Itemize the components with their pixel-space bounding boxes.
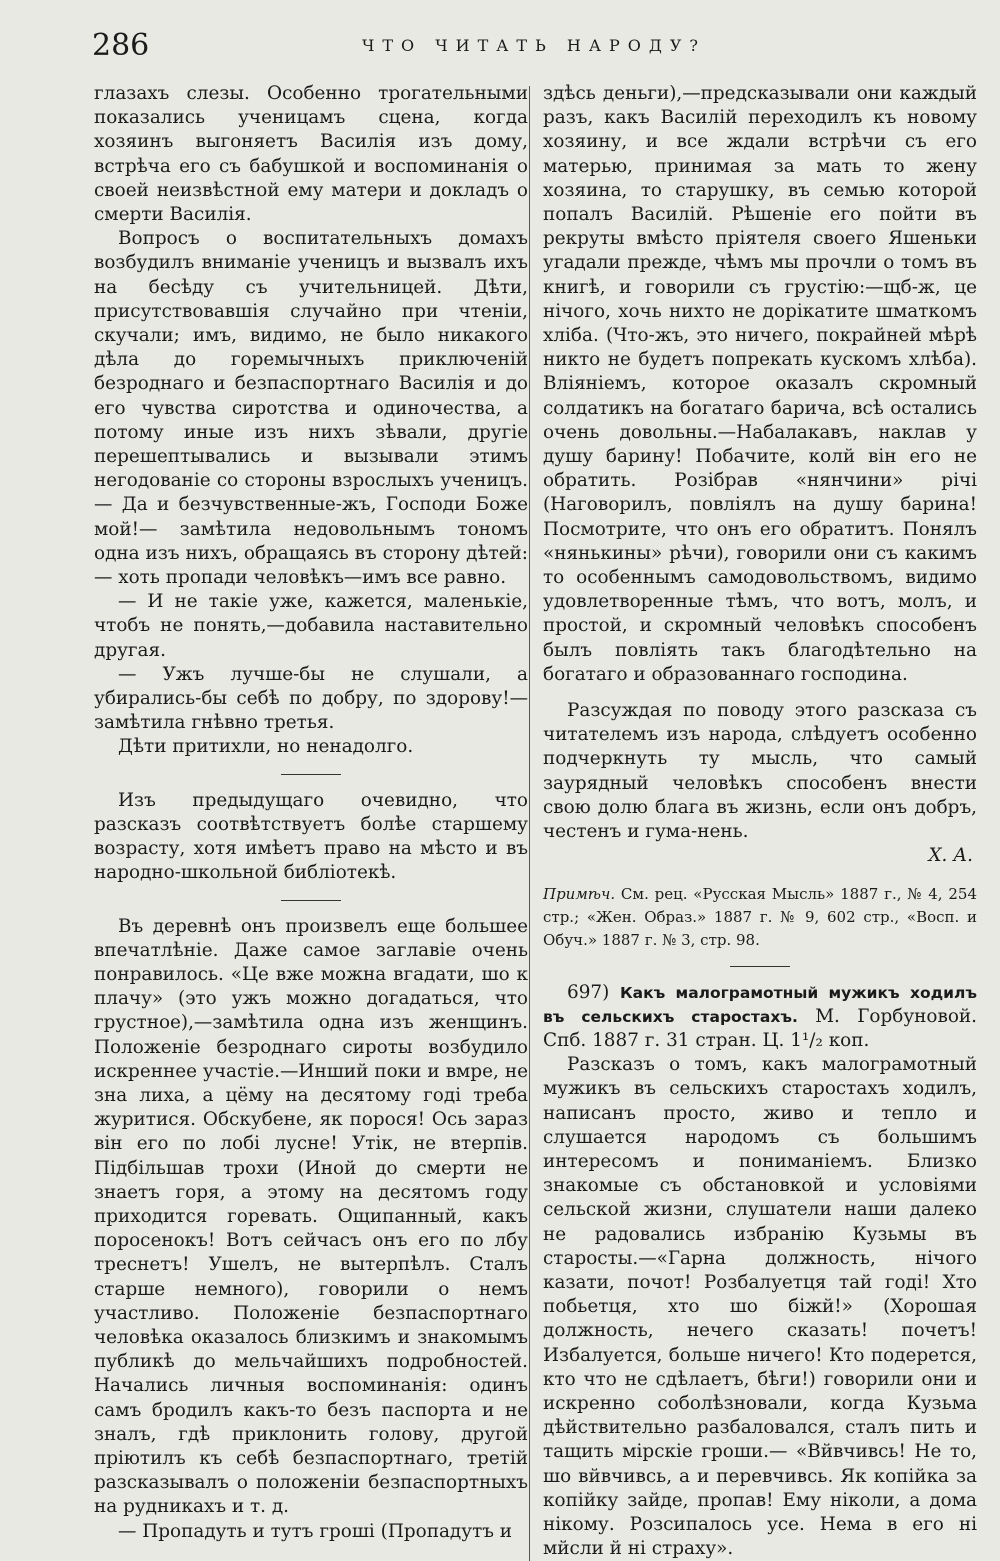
page-number: 286 bbox=[92, 28, 150, 63]
section-divider bbox=[281, 900, 341, 901]
bibliography-entry bbox=[543, 981, 977, 1054]
signature: Х. А. bbox=[928, 845, 973, 867]
entry-biblio: М. Горбуновой. Спб. 1887 г. 31 стран. Ц. 1¹/₂ коп. bbox=[543, 1005, 977, 1051]
footnote bbox=[543, 883, 977, 952]
entry-number: 697) bbox=[567, 981, 610, 1003]
column-divider bbox=[529, 86, 530, 1561]
paragraph: Изъ предыдущаго очевидно, что разсказъ соотвѣтствуетъ болѣе старшему возрасту, хотя имѣетъ право на мѣсто и въ народно-школьной библіотекѣ. bbox=[94, 789, 528, 884]
paragraph: — И не такіе уже, кажется, маленькіе, чтобъ не понять,—добавила наставительно другая. bbox=[94, 591, 528, 661]
section-divider bbox=[281, 774, 341, 775]
running-title: ЧТО ЧИТАТЬ НАРОДУ? bbox=[362, 36, 706, 55]
footnote-text: См. рец. «Русская Мысль» 1887 г., № 4, 254 стр.; «Жен. Образ.» 1887 г. № 9, 602 стр., «Восп. и Обуч.» 1887 г. № 3, стр. 98. bbox=[543, 884, 977, 949]
left-column bbox=[94, 82, 528, 1544]
section-divider bbox=[730, 966, 790, 967]
paragraph: Разсуждая по поводу этого разсказа съ читателемъ изъ народа, слѣдуетъ особенно подчеркнуть ту мысль, что самый заурядный человѣкъ способенъ внести свою долю блага въ жизнь, если онъ добръ, честенъ и гума-нень. bbox=[543, 700, 977, 843]
paragraph: глазахъ слезы. Особенно трогательными показались ученицамъ сцена, когда хозяинъ выгоняетъ Василія изъ дому, встрѣча его съ бабушкой и воспоминанія о своей неизвѣстной ему матери и докладъ о смерти Василія. bbox=[94, 83, 528, 226]
right-column bbox=[543, 82, 977, 1561]
footnote-label: Примѣч. bbox=[543, 884, 616, 903]
page-header bbox=[92, 26, 982, 66]
paragraph: здѣсь деньги),—предсказывали они каждый разъ, какъ Василій переходилъ къ новому хозяину, и все ждали встрѣчи съ его матерью, принимая за мать то жену хозяина, то старушку, въ семью которой попалъ Василій. Рѣшеніе его пойти въ рекруты вмѣсто пріятеля своего Яшеньки угадали прежде, чѣмъ мы прочли о томъ въ книгѣ, и говорили съ грустію:—щб-ж, це нічого, хочь нихто не дорікатите шматкомъ хліба. (Что-жъ, это ничего, покрайней мѣрѣ никто не будетъ попрекать кускомъ хлѣба). Вліяніемъ, которое оказалъ скромный солдатикъ на богатаго барича, всѣ остались очень довольны.—Набалакавъ, наклав у душу барину! Побачите, колй він его не обратить. Розібрав «нянчини» річі (Наговорилъ, повліялъ на душу барина! Посмотрите, что онъ его обратитъ. Понялъ «нянькины» рѣчи), говорили они съ какимъ то особеннымъ самодовольствомъ, видимо удовлетворенные тѣмъ, что вотъ, молъ, и простой, и скромный человѣкъ способенъ былъ повліять такъ благодѣтельно на богатаго и образованнаго господина. bbox=[543, 83, 977, 685]
paragraph: Разсказъ о томъ, какъ малограмотный мужикъ въ сельскихъ старостахъ ходилъ, написанъ просто, живо и тепло и слушается народомъ съ большимъ интересомъ и пониманіемъ. Близко знакомые съ обстановкой и условіями сельской жизни, слушатели наши далеко не радовались избранію Кузьмы въ старосты.—«Гарна должность, нічого казати, почот! Розбалуетця тай годі! Хто побьетця, хто шо біжй!» (Хорошая должность, нечего сказать! почетъ! Избалуется, больше ничего! Кто подерется, кто что не сдѣлаетъ, бѣги!) говорили они и искренно соболѣзновали, когда Кузьма дѣйствительно разбаловался, сталъ пить и тащить мірскіе гроши.— «Вйвчивсь! Не то, шо вйвчивсь, а и перевчивсь. Як копійка за копійку зайде, пропав! Ему ніколи, а дома нікому. Розсипалось усе. Нема в его ні мйсли й ні страху». bbox=[543, 1054, 977, 1560]
paragraph: — Пропадуть и тутъ гроші (Пропадутъ и bbox=[118, 1520, 513, 1542]
paragraph: Въ деревнѣ онъ произвелъ еще большее впечатлѣніе. Даже самое заглавіе очень понравилось. «Це вже можна вгадати, шо к плачу» (это ужъ можно догадаться, что грустное),—замѣтила одна изъ женщинъ. Положеніе безроднаго сироты возбудило искреннее участіе.—Инший поки и вмре, не зна лиха, а цёму на десятому годі треба журитися. Обскубене, як порося! Ось зараз він его по лобі лусне! Утік, не втерпів. Підбільшав трохи (Иной до смерти не знаетъ горя, а этому на десятомъ году приходится горевать. Ощипанный, какъ поросенокъ! Вотъ сейчасъ онъ его по лбу треснетъ! Ушелъ, не вытерпѣлъ. Сталъ старше немного), говорили о немъ участливо. Положеніе безпаспортнаго человѣка оказалось близкимъ и знакомымъ публикѣ до мельчайшихъ подробностей. Начались личныя воспоминанія: одинъ самъ бродилъ какъ-то безъ паспорта и не зналъ, гдѣ приклонить голову, другой пріютилъ къ себѣ безпаспортнаго, третій разсказывалъ о положеніи безпаспортныхъ на рудникахъ и т. д. bbox=[94, 915, 528, 1518]
paragraph: Дѣти притихли, но ненадолго. bbox=[118, 736, 414, 758]
entry-title: Какъ малограмотный мужикъ ходилъ въ сельскихъ старостахъ. bbox=[543, 983, 977, 1026]
paragraph: — Ужъ лучше-бы не слушали, а убирались-бы себѣ по добру, по здорову!—замѣтила гнѣвно третья. bbox=[94, 663, 528, 734]
paragraph: Вопросъ о воспитательныхъ домахъ возбудилъ вниманіе ученицъ и вызвалъ ихъ на бесѣду съ учительницей. Дѣти, присутствовавшія случайно при чтеніи, скучали; имъ, видимо, не было никакого дѣла до горемычныхъ приключеній безроднаго и безпаспортнаго Василія и до его чувства сиротства и одиночества, а потому иные изъ нихъ зѣвали, другіе перешептывались и вызывали этимъ негодованіе со стороны взрослыхъ ученицъ.— Да и безчувственные-жъ, Господи Боже мой!— замѣтила недовольнымъ тономъ одна изъ нихъ, обращаясь въ сторону дѣтей: — хоть пропади человѣкъ—имъ все равно. bbox=[94, 228, 528, 589]
